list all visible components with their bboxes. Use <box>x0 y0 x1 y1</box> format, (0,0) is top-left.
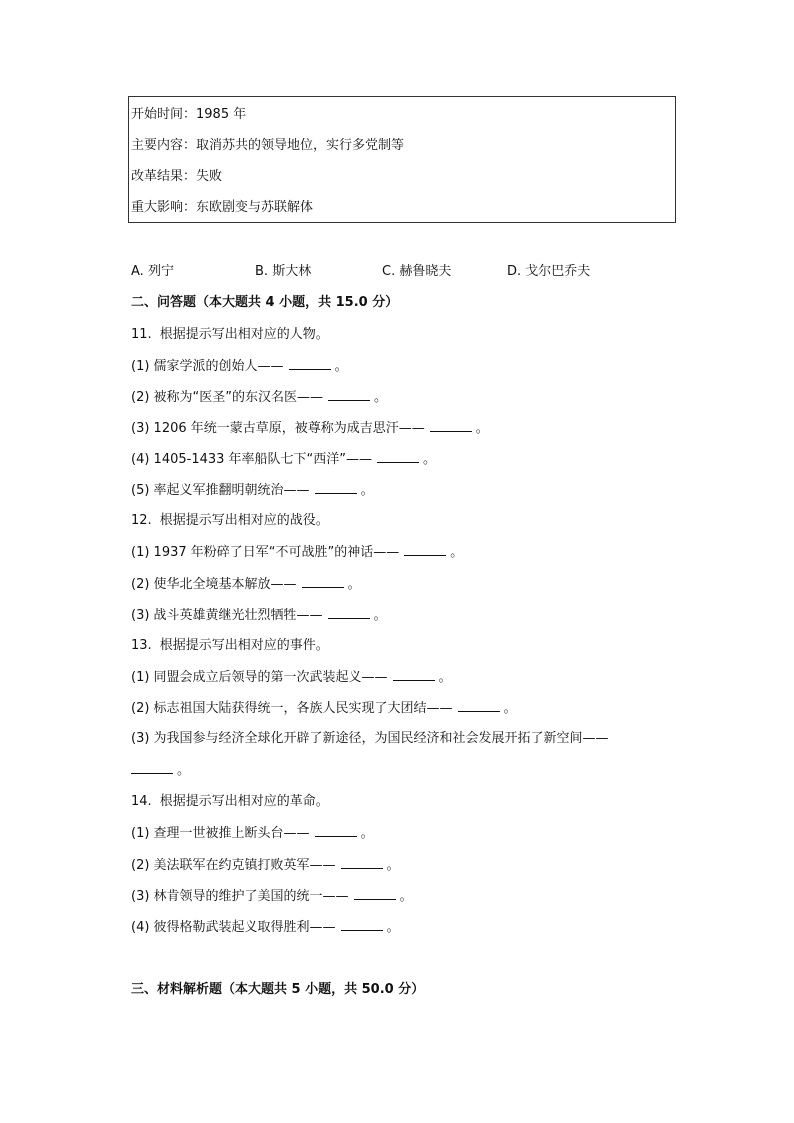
period: 。 <box>373 608 387 623</box>
answer-blank[interactable] <box>289 356 331 370</box>
answer-line <box>131 387 387 407</box>
info-box-line: 开始时间：1985 年 <box>131 107 247 122</box>
option-key: B. <box>255 264 269 279</box>
period: 。 <box>475 421 489 436</box>
answer-line <box>131 574 361 594</box>
period: 。 <box>438 670 452 685</box>
answer-blank[interactable] <box>430 418 472 432</box>
info-box <box>128 96 676 223</box>
prompt-text: (3) 战斗英雄黄继光壮烈牺牲—— <box>131 608 323 623</box>
answer-blank[interactable] <box>341 917 383 931</box>
period: 。 <box>503 701 517 716</box>
question-12 <box>131 511 329 531</box>
answer-blank[interactable] <box>315 480 357 494</box>
option-d <box>507 262 590 282</box>
answer-line <box>131 917 400 937</box>
answer-blank[interactable] <box>328 605 370 619</box>
question-number: 14. <box>131 794 152 809</box>
prompt-text: (4) 彼得格勒武装起义取得胜利—— <box>131 920 336 935</box>
answer-blank[interactable] <box>404 542 446 556</box>
question-number: 11. <box>131 327 152 342</box>
answer-line <box>131 480 374 500</box>
prompt-text: (3) 为我国参与经济全球化开辟了新途径，为国民经济和社会发展开拓了新空间—— <box>131 731 609 746</box>
answer-line <box>131 542 463 562</box>
section-3-title: 三、材料解析题（本大题共 5 小题，共 50.0 分） <box>131 982 425 997</box>
prompt-text: (4) 1405-1433 年率船队七下“西洋”—— <box>131 452 373 467</box>
answer-line <box>131 605 387 625</box>
info-box-line: 重大影响：东欧剧变与苏联解体 <box>131 200 314 215</box>
option-text: 赫鲁晓夫 <box>399 264 452 279</box>
answer-line <box>131 418 489 438</box>
question-13 <box>131 636 329 656</box>
answer-line <box>131 729 609 749</box>
answer-line <box>131 760 190 780</box>
prompt-text: (5) 率起义军推翻明朝统治—— <box>131 483 310 498</box>
option-b <box>255 262 311 282</box>
prompt-text: (1) 1937 年粉碎了日军“不可战胜”的神话—— <box>131 545 400 560</box>
prompt-text: (2) 使华北全境基本解放—— <box>131 577 297 592</box>
option-key: A. <box>131 264 144 279</box>
prompt-text: (1) 同盟会成立后领导的第一次武装起义—— <box>131 670 388 685</box>
period: 。 <box>360 483 374 498</box>
period: 。 <box>423 452 437 467</box>
option-text: 列宁 <box>147 264 174 279</box>
period: 。 <box>450 545 464 560</box>
question-stem: 根据提示写出相对应的革命。 <box>159 794 329 809</box>
question-stem: 根据提示写出相对应的战役。 <box>159 513 329 528</box>
answer-blank[interactable] <box>377 449 419 463</box>
answer-blank[interactable] <box>458 698 500 712</box>
answer-blank[interactable] <box>302 574 344 588</box>
period: 。 <box>334 359 348 374</box>
info-box-line: 主要内容：取消苏共的领导地位，实行多党制等 <box>131 138 405 153</box>
option-key: D. <box>507 264 522 279</box>
prompt-text: (1) 查理一世被推上断头台—— <box>131 826 310 841</box>
answer-line <box>131 698 517 718</box>
question-number: 12. <box>131 513 152 528</box>
question-stem: 根据提示写出相对应的事件。 <box>159 638 329 653</box>
period: 。 <box>347 577 361 592</box>
option-a <box>131 262 174 282</box>
period: 。 <box>374 390 388 405</box>
prompt-text: (2) 美法联军在约克镇打败英军—— <box>131 858 336 873</box>
question-number: 13. <box>131 638 152 653</box>
answer-blank[interactable] <box>131 760 173 774</box>
answer-blank[interactable] <box>393 667 435 681</box>
answer-line <box>131 855 400 875</box>
question-14 <box>131 792 329 812</box>
question-11 <box>131 325 329 345</box>
option-text: 斯大林 <box>272 264 312 279</box>
answer-blank[interactable] <box>315 823 357 837</box>
prompt-text: (3) 林肯领导的维护了美国的统一—— <box>131 889 349 904</box>
answer-blank[interactable] <box>354 886 396 900</box>
section-2-title: 二、问答题（本大题共 4 小题，共 15.0 分） <box>131 295 399 310</box>
answer-line <box>131 449 436 469</box>
prompt-text: (2) 标志祖国大陆获得统一，各族人民实现了大团结—— <box>131 701 453 716</box>
prompt-text: (1) 儒家学派的创始人—— <box>131 359 284 374</box>
question-stem: 根据提示写出相对应的人物。 <box>159 327 329 342</box>
period: 。 <box>386 858 400 873</box>
answer-line <box>131 667 452 687</box>
prompt-text: (2) 被称为“医圣”的东汉名医—— <box>131 390 324 405</box>
period: 。 <box>177 763 191 778</box>
info-box-line: 改革结果：失败 <box>131 169 223 184</box>
prompt-text: (3) 1206 年统一蒙古草原，被尊称为成吉思汗—— <box>131 421 425 436</box>
answer-blank[interactable] <box>341 855 383 869</box>
answer-line <box>131 823 374 843</box>
period: 。 <box>360 826 374 841</box>
option-text: 戈尔巴乔夫 <box>525 264 591 279</box>
period: 。 <box>399 889 413 904</box>
answer-blank[interactable] <box>328 387 370 401</box>
answer-line <box>131 356 348 376</box>
option-key: C. <box>382 264 396 279</box>
option-c <box>382 262 451 282</box>
period: 。 <box>386 920 400 935</box>
answer-line <box>131 886 413 906</box>
